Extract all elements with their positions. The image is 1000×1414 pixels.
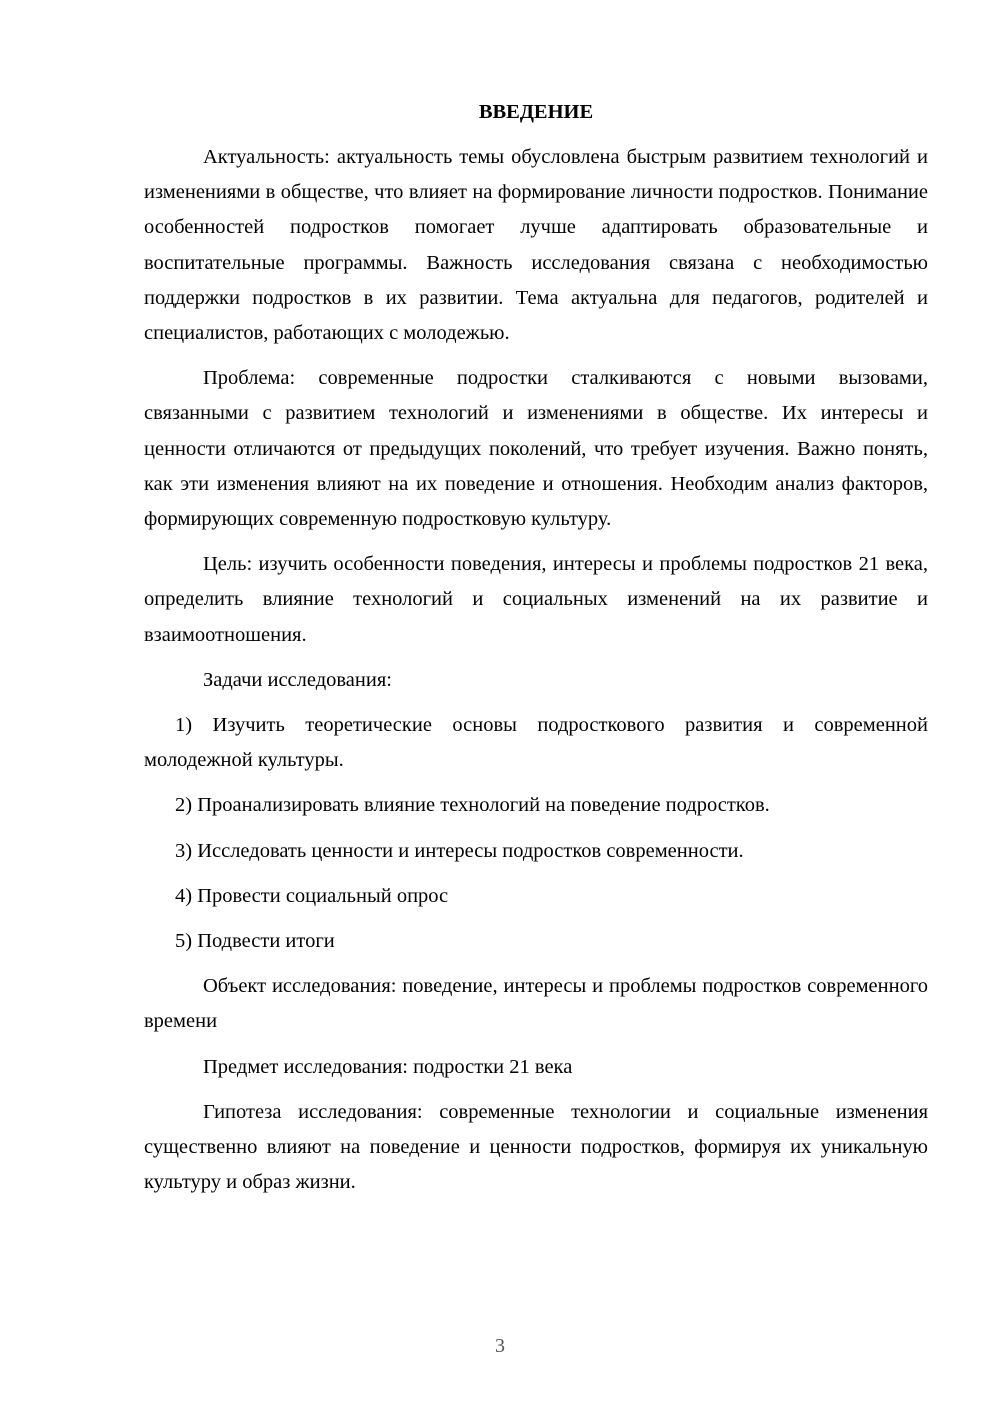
task-item-2: 2) Проанализировать влияние технологий на поведение подростков.: [175, 794, 770, 817]
paragraph-object: Объект исследования: поведение, интересы и проблемы подростков современного времени: [144, 975, 928, 1033]
paragraph-subject: Предмет исследования: подростки 21 века: [203, 1055, 573, 1078]
page-content: [144, 95, 928, 1210]
page-number: 3: [495, 1335, 505, 1357]
paragraph-hypothesis: Гипотеза исследования: современные технологии и социальные изменения существенно влияют на поведение и ценности подростков, формируя их уникальную культуру и образ жизни.: [144, 1100, 928, 1194]
task-item-5: 5) Подвести итоги: [175, 930, 335, 953]
task-item-3: 3) Исследовать ценности и интересы подростков современности.: [175, 839, 744, 862]
task-item-1: 1) Изучить теоретические основы подросткового развития и современной молодежной культуры.: [144, 714, 928, 772]
paragraph-tasks-heading: Задачи исследования:: [203, 668, 392, 691]
paragraph-problem: Проблема: современные подростки сталкиваются с новыми вызовами, связанными с развитием технологий и изменениями в обществе. Их интересы и ценности отличаются от предыдущих поколений, что требует изучения. Важно понять, как эти изменения влияют на их поведение и отношения. Необходим анализ факторов, формирующих современную подростковую культуру.: [144, 367, 928, 531]
paragraph-goal: Цель: изучить особенности поведения, интересы и проблемы подростков 21 века, определить влияние технологий и социальных изменений на их развитие и взаимоотношения.: [144, 553, 928, 646]
section-title: ВВЕДЕНИЕ: [478, 101, 594, 123]
task-item-4: 4) Провести социальный опрос: [175, 884, 449, 907]
paragraph-relevance: Актуальность: актуальность темы обусловлена быстрым развитием технологий и изменениями в обществе, что влияет на формирование личности подростков. Понимание особенностей подростков помогает лучше адаптировать образовательные и воспитательные программы. Важность исследования связана с необходимостью поддержки подростков в их развитии. Тема актуальна для педагогов, родителей и специалистов, работающих с молодежью.: [144, 146, 928, 345]
